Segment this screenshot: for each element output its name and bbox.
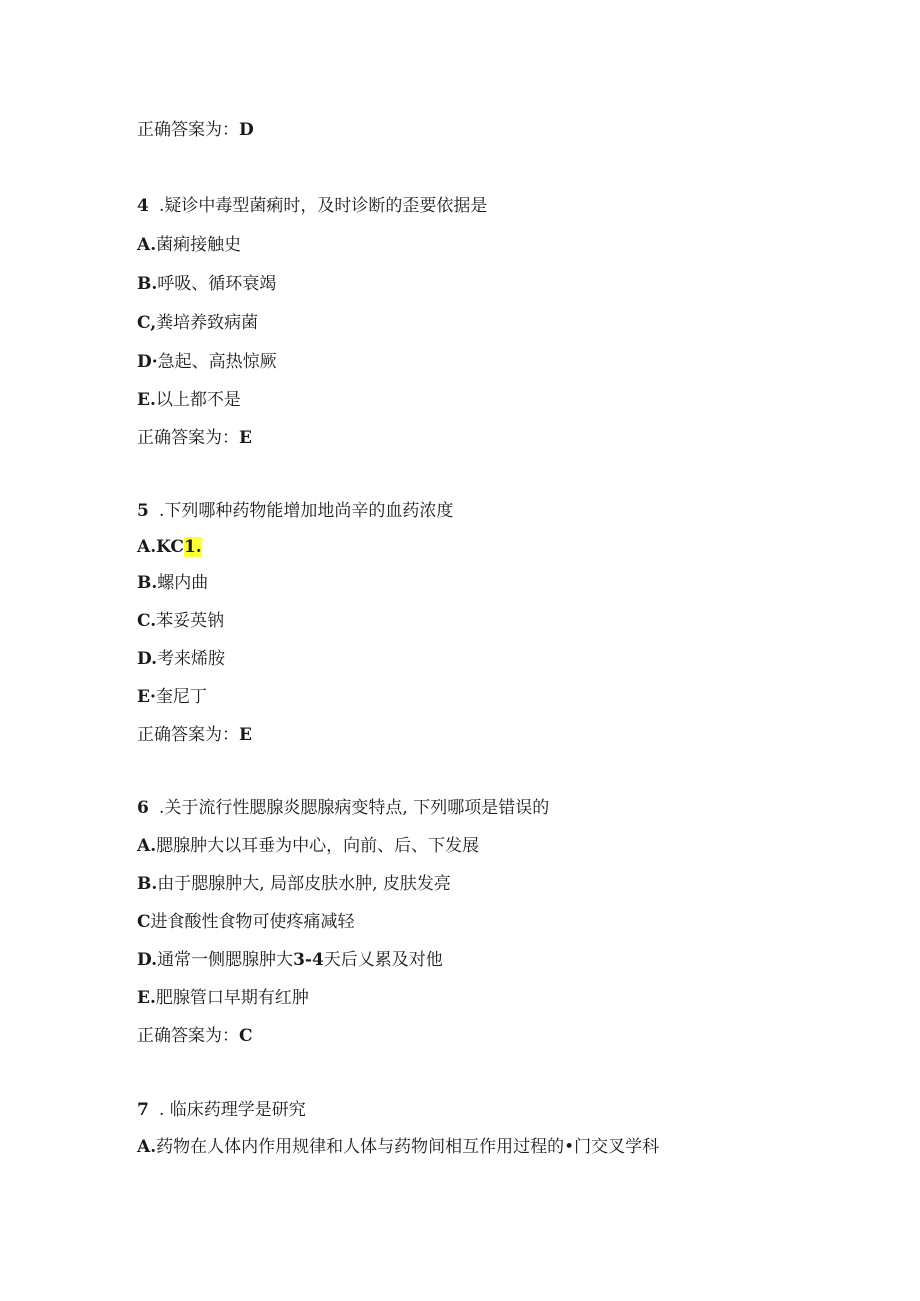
- option-prefix: E·: [137, 687, 156, 707]
- option-prefix: C,: [137, 313, 157, 333]
- option-prefix: C.: [137, 611, 157, 631]
- option-text: 奎尼丁: [155, 687, 207, 707]
- option-text: 以上都不是: [155, 390, 241, 410]
- answer-line-q5: [137, 724, 252, 746]
- question-6-stem: [137, 797, 549, 819]
- option-text: 肥腺管口早期有红肿: [155, 988, 309, 1008]
- answer-label: 正确答案为：: [137, 120, 239, 140]
- option-prefix: A.: [137, 836, 157, 856]
- option-text: 腮腺肿大以耳垂为中心，向前、后、下发展: [156, 836, 480, 856]
- option-prefix: A.: [137, 1137, 157, 1157]
- option-text: 苯妥英钠: [156, 611, 225, 631]
- q5-option-e: [137, 686, 207, 708]
- answer-line-q4: [137, 427, 252, 449]
- question-number: 7: [137, 1100, 149, 1120]
- q5-option-b: [137, 572, 208, 594]
- q5-option-d: [137, 648, 225, 670]
- q6-option-c: [137, 911, 355, 933]
- option-text: 呼吸、循环衰竭: [157, 274, 277, 294]
- q6-option-e: [137, 987, 309, 1009]
- answer-label: 正确答案为：: [137, 1026, 239, 1046]
- answer-line-q3: [137, 119, 254, 141]
- q4-option-b: [137, 273, 276, 295]
- option-prefix: D.: [137, 950, 158, 970]
- option-prefix: C: [137, 912, 151, 932]
- option-prefix: B.: [137, 874, 158, 894]
- option-text: 螺内曲: [157, 573, 209, 593]
- option-prefix: D.: [137, 649, 158, 669]
- option-text: 由于腮腺肿大, 局部皮肤水肿, 皮肤发亮: [157, 874, 451, 894]
- q5-option-a: [137, 536, 202, 558]
- question-number: 6: [137, 798, 149, 818]
- option-number: 3-4: [293, 950, 324, 970]
- q6-option-b: [137, 873, 451, 895]
- option-prefix: E.: [137, 988, 156, 1008]
- q6-option-d: [137, 949, 443, 971]
- answer-value: E: [239, 725, 252, 745]
- option-text: 进食酸性食物可使疼痛减轻: [150, 912, 355, 932]
- question-4-stem: [137, 195, 487, 217]
- highlighted-text: 1.: [183, 537, 202, 557]
- answer-value: E: [239, 428, 252, 448]
- question-7-stem: [137, 1099, 306, 1121]
- answer-line-q6: [137, 1025, 253, 1047]
- option-prefix: D·: [137, 352, 158, 372]
- question-5-stem: [137, 500, 453, 522]
- option-prefix: E.: [137, 390, 156, 410]
- option-prefix: B.: [137, 274, 158, 294]
- answer-label: 正确答案为：: [137, 725, 239, 745]
- q4-option-c: [137, 312, 258, 334]
- option-text: 菌痢接触史: [156, 235, 242, 255]
- answer-label: 正确答案为：: [137, 428, 239, 448]
- option-prefix: A.KC: [137, 537, 184, 557]
- question-text: .疑诊中毒型菌痢时，及时诊断的歪要依据是: [159, 196, 488, 216]
- q4-option-d: [137, 351, 277, 373]
- question-number: 4: [137, 196, 149, 216]
- question-text: .关于流行性腮腺炎腮腺病变特点, 下列哪项是错误的: [159, 798, 550, 818]
- q4-option-e: [137, 389, 241, 411]
- option-prefix: B.: [137, 573, 158, 593]
- option-text: 急起、高热惊厥: [157, 352, 277, 372]
- q5-option-c: [137, 610, 224, 632]
- question-text: .下列哪种药物能增加地尚辛的血药浓度: [159, 501, 454, 521]
- q4-option-a: [137, 234, 241, 256]
- option-text: 粪培养致病菌: [156, 313, 259, 333]
- q7-option-a: [137, 1136, 659, 1158]
- question-number: 5: [137, 501, 149, 521]
- q6-option-a: [137, 835, 479, 857]
- option-text: 天后乂累及对他: [323, 950, 443, 970]
- option-prefix: A.: [137, 235, 157, 255]
- question-text: . 临床药理学是研究: [159, 1100, 306, 1120]
- answer-value: C: [239, 1026, 253, 1046]
- option-text: 通常一侧腮腺肿大: [157, 950, 294, 970]
- option-text: 药物在人体内作用规律和人体与药物间相互作用过程的•门交叉学科: [156, 1137, 660, 1157]
- answer-value: D: [239, 120, 254, 140]
- option-text: 考来烯胺: [157, 649, 226, 669]
